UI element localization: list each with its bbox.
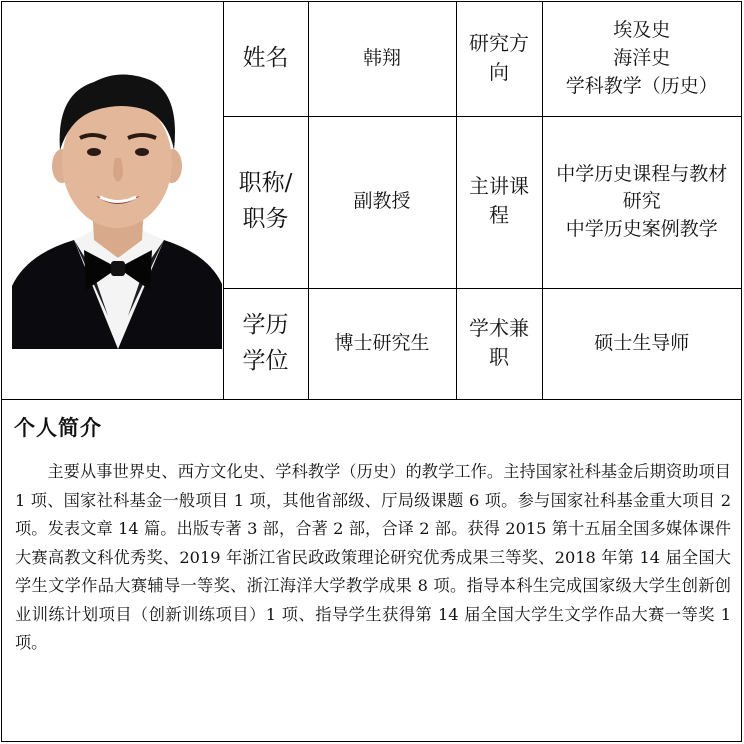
degree-label-line: 学位 [242,347,289,374]
photo-cell [2,2,223,399]
academic-label-cell [456,288,542,399]
research-label-cell [456,2,542,116]
name-label-cell [223,2,308,116]
course-item: 中学历史案例教学 [565,217,718,240]
courses-value-cell [542,116,741,288]
bio-section [2,399,741,652]
bio-text: 主要从事世界史、西方文化史、学科教学（历史）的教学工作。主持国家社科基金后期资助项目 1 项、国家社科基金一般项目 1 项，其他省部级、厅局级课题 6 项。参与国家社科基金重大项目 2 项。发表文章 14 篇。出版专著 3 部，合著 2 部，合译 2 部。获得 2015 第十五届全国多媒体课件大赛高教文科优秀奖、2019 年浙江省民政政策理论研究优秀成果三等奖、2018 年第 14 届全国大学生文学作品大赛辅导一等奖、浙江海洋大学教学成果 8 项。指导本科生完成国家级大学生创新创业训练计划项目（创新训练项目）1 项、指导学生获得第 14 届全国大学生文学作品大赛一等奖 1 项。 [15,462,731,652]
title-label-line: 职务 [242,206,289,232]
name-label: 姓名 [242,44,289,71]
research-label: 研究方向 [469,31,529,84]
title-label-line: 职称/ [238,170,293,197]
courses-label: 主讲课程 [469,174,529,227]
research-item: 埃及史 [613,19,671,42]
academic-label: 学术兼职 [469,315,529,369]
degree-label-cell [223,288,308,399]
degree-value: 博士研究生 [334,331,430,354]
course-item: 中学历史课程与教材研究 [556,162,728,213]
degree-value-cell [308,288,456,399]
title-value: 副教授 [353,190,411,213]
academic-value: 硕士生导师 [594,331,690,354]
courses-label-cell [456,116,542,288]
research-value-cell [542,2,741,116]
profile-sheet [1,1,742,742]
name-value-cell [308,2,456,116]
name-value: 韩翔 [362,46,401,69]
portrait-photo [12,54,222,349]
bio-heading: 个人简介 [14,416,102,440]
research-item: 海洋史 [613,46,671,69]
research-item: 学科教学（历史） [565,74,718,97]
profile-table [2,2,741,400]
title-value-cell [308,116,456,288]
academic-value-cell [542,288,741,399]
degree-label-line: 学历 [242,311,289,338]
title-label-cell [223,116,308,288]
